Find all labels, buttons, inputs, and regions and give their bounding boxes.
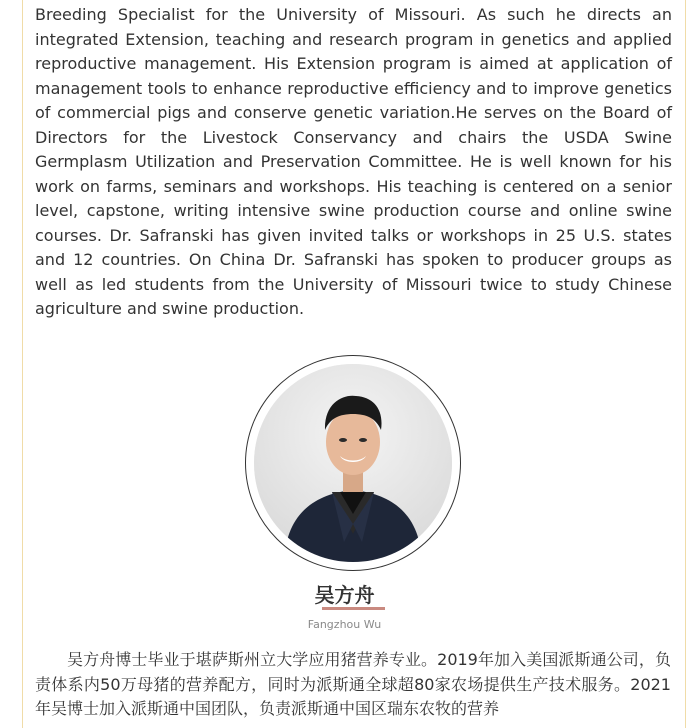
name-underline xyxy=(322,607,385,610)
portrait-photo xyxy=(254,364,452,562)
chinese-biography-text: 吴方舟博士毕业于堪萨斯州立大学应用猪营养专业。2019年加入美国派斯通公司，负责体系内50万母猪的营养配方，同时为派斯通全球超80家农场提供生产技术服务。2021年吴博士加入派斯通中国团队，负责派斯通中国区瑞东农牧的营养 xyxy=(35,650,671,718)
speaker-name-english: Fangzhou Wu xyxy=(307,618,382,631)
speaker-name-chinese: 吴方舟 xyxy=(314,583,375,607)
english-biography-text: Breeding Specialist for the University of Missouri. As such he directs an integrated Extension, teaching and research program in genetics and applied reproductive management. His Extension program is aimed at application of management tools to enhance reproductive efficiency and to improve genetics of commercial pigs and conserve genetic variation.He serves on the Board of Directors for the Livestock Conservancy and chairs the USDA Swine Germplasm Utilization and Preservation Committee. He is well known for his work on farms, seminars and workshops. His teaching is centered on a senior level, capstone, writing intensive swine production course and online swine courses. Dr. Safranski has given invited talks or workshops in 25 U.S. states and 12 countries. On China Dr. Safranski has spoken to producer groups as well as led students from the University of Missouri twice to study Chinese agriculture and swine production. xyxy=(35,5,672,318)
portrait-frame xyxy=(245,355,461,571)
